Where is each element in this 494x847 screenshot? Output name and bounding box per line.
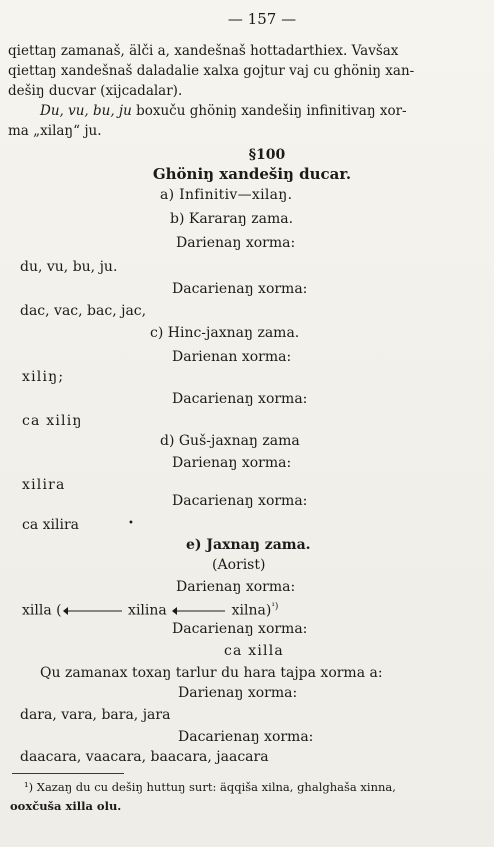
item-c: c) Hinc-jaxnaŋ zama. [150,325,300,341]
text-line: Qu zamanax toxaŋ tarlur du hara tajpa xorma a: [40,665,383,681]
plural-label: Dacarienaŋ xorma: [172,281,308,297]
derivation-arrow-icon [62,606,124,616]
footnote-line: ooxčuša xilla olu. [10,799,122,813]
text-line: qiettaŋ zamanaš, älči a, xandešnaš hottadarthiex. Vavšax [8,43,399,59]
item-a: a) Infinitiv—xilaŋ. [160,187,293,203]
singular-label: Darienaŋ xorma: [178,685,298,701]
form-xilla: xilla ( [22,602,62,619]
plural-forms: dac, vac, bac, jac, [20,303,147,319]
singular-label: Darienan xorma: [172,349,292,365]
text-line: ma „xilaŋ“ ju. [8,123,102,139]
section-number: §100 [248,147,286,163]
aorist-label: (Aorist) [212,557,266,573]
singular-forms: xiliŋ; [22,369,65,385]
plural-label: Dacarienaŋ xorma: [172,493,308,509]
singular-label: Darienaŋ xorma: [172,455,292,471]
plural-forms: daacara, vaacara, baacara, jaacara [20,749,269,765]
singular-forms: xilira [22,477,66,493]
section-title: Ghöniŋ xandešiŋ ducar. [152,165,352,183]
plural-label: Dacarienaŋ xorma: [172,391,308,407]
singular-label: Darienaŋ xorma: [176,235,296,251]
footnote-rule [12,773,124,774]
singular-forms: dara, vara, bara, jara [20,707,171,723]
singular-label: Darienaŋ xorma: [176,579,296,595]
page-number: — 157 — [227,10,297,28]
plural-forms: ca xiliŋ [22,413,83,429]
item-b: b) Kararaŋ zama. [170,211,294,227]
plural-forms: ca xilla [224,643,284,659]
item-e: e) Jaxnaŋ zama. [186,537,311,553]
italic-words: Du, vu, bu, ju [40,103,132,119]
plural-label: Dacarienaŋ xorma: [178,729,314,745]
plural-label: Dacarienaŋ xorma: [172,621,308,637]
item-d: d) Guš-jaxnaŋ zama [160,433,300,449]
dot-mark: • [128,518,134,529]
text-span: boxuču ghöniŋ xandešiŋ infinitivaŋ xor- [131,103,407,119]
text-line: qiettaŋ xandešnaš daladalie xalxa gojtur vaj cu ghöniŋ xan- [8,63,415,79]
footnote-ref: ¹) [271,602,279,612]
derivation-arrow-icon [171,606,227,616]
text-line: dešiŋ ducvar (xijcadalar). [8,83,183,99]
singular-forms: du, vu, bu, ju. [20,259,118,275]
plural-forms: ca xilira [22,517,80,533]
singular-forms [22,598,278,620]
form-xilna: xilna) [227,602,272,619]
footnote-line: ¹) Xazaŋ du cu dešiŋ huttuŋ surt: äqqišа xilna, ghalghaša xinna, [24,780,396,794]
text-line [40,102,407,120]
form-xilina: xilina [123,602,172,619]
